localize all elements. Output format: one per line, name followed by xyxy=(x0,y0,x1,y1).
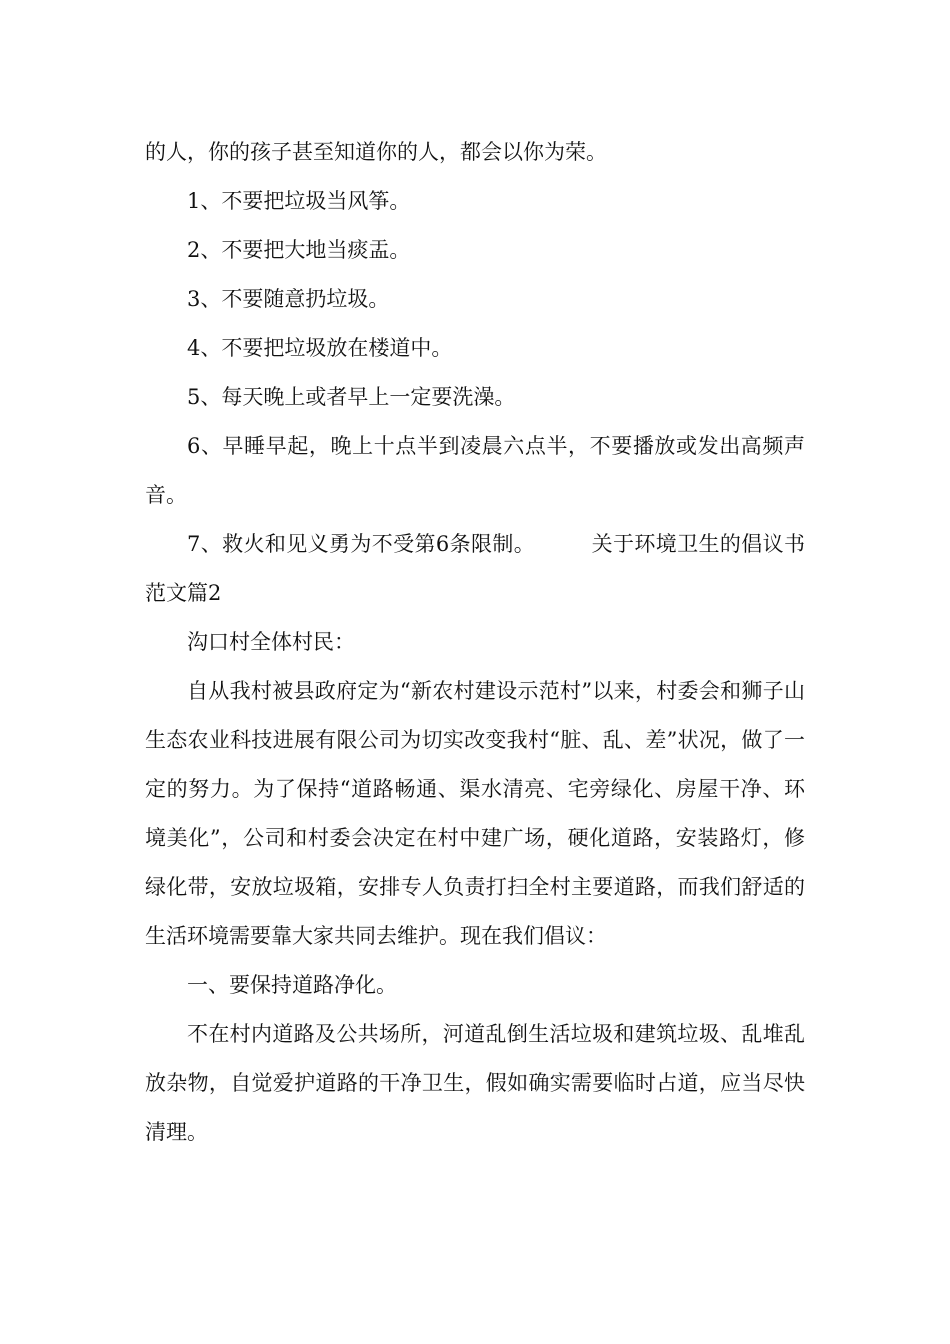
rule-item-2: 2、不要把大地当痰盂。 xyxy=(187,238,411,262)
paragraph-continuation: 的人，你的孩子甚至知道你的人，都会以你为荣。 xyxy=(145,140,607,164)
rule-item-7-with-heading xyxy=(145,520,805,618)
salutation: 沟口村全体村民： xyxy=(187,630,355,654)
rule-item-5: 5、每天晚上或者早上一定要洗澡。 xyxy=(187,385,516,409)
rule-item-6: 6、早睡早起，晚上十点半到凌晨六点半，不要播放或发出高频声音。 xyxy=(145,434,805,507)
point-1-body: 不在村内道路及公共场所，河道乱倒生活垃圾和建筑垃圾、乱堆乱放杂物，自觉爱护道路的干净卫生，假如确实需要临时占道，应当尽快清理。 xyxy=(145,1022,805,1144)
rule-item-7: 7、救火和见义勇为不受第6条限制。 xyxy=(187,532,536,556)
point-1-title: 一、要保持道路净化。 xyxy=(187,973,397,997)
rule-item-1: 1、不要把垃圾当风筝。 xyxy=(187,189,411,213)
rule-item-3: 3、不要随意扔垃圾。 xyxy=(187,287,390,311)
body-paragraph-1: 自从我村被县政府定为“新农村建设示范村”以来，村委会和狮子山生态农业科技进展有限公司为切实改变我村“脏、乱、差”状况，做了一定的努力。为了保持“道路畅通、渠水清亮、宅旁绿化、房屋干净、环境美化”，公司和村委会决定在村中建广场，硬化道路，安装路灯，修绿化带，安放垃圾箱，安排专人负责打扫全村主要道路，而我们舒适的生活环境需要靠大家共同去维护。现在我们倡议： xyxy=(145,679,805,948)
document-body xyxy=(145,128,805,1157)
section-heading-2: 关于环境卫生的倡议书范文篇2 xyxy=(145,532,805,605)
rule-item-4: 4、不要把垃圾放在楼道中。 xyxy=(187,336,453,360)
